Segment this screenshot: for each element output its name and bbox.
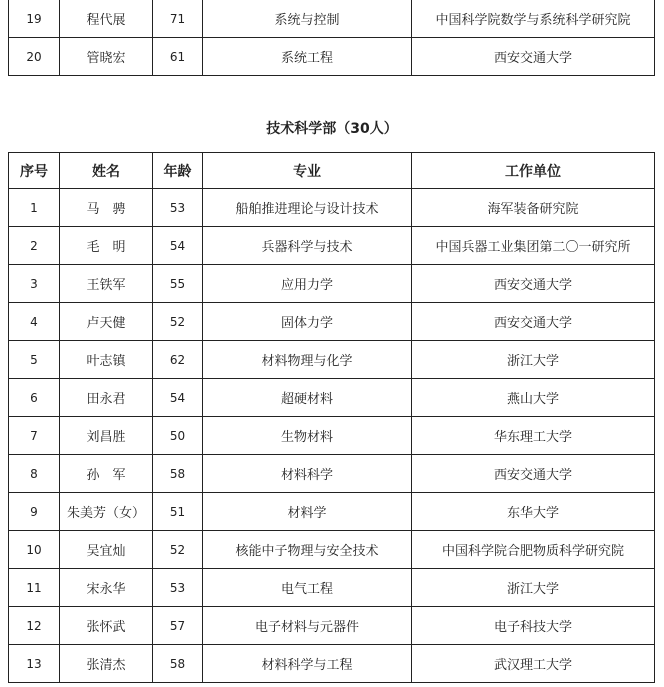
cell-major: 船舶推进理论与设计技术: [203, 189, 412, 227]
header-age: 年龄: [153, 153, 203, 189]
cell-major: 固体力学: [203, 303, 412, 341]
member-table-body: [9, 189, 655, 683]
table-row: [9, 265, 655, 303]
table-row: [9, 0, 655, 38]
cell-major: 材料科学与工程: [203, 645, 412, 683]
cell-unit: 东华大学: [412, 493, 655, 531]
cell-age: 54: [153, 227, 203, 265]
cell-unit: 武汉理工大学: [412, 645, 655, 683]
cell-name: 宋永华: [60, 569, 153, 607]
member-table: [8, 152, 655, 683]
cell-seq: 2: [9, 227, 60, 265]
cell-name: 卢天健: [60, 303, 153, 341]
cell-unit: 西安交通大学: [412, 265, 655, 303]
cell-seq: 10: [9, 531, 60, 569]
cell-seq: 7: [9, 417, 60, 455]
table-row: [9, 455, 655, 493]
cell-unit: 西安交通大学: [412, 455, 655, 493]
cell-seq: 6: [9, 379, 60, 417]
cell-age: 58: [153, 455, 203, 493]
header-name: 姓名: [60, 153, 153, 189]
table-row: [9, 227, 655, 265]
cell-major: 核能中子物理与安全技术: [203, 531, 412, 569]
cell-age: 58: [153, 645, 203, 683]
cell-unit: 中国科学院合肥物质科学研究院: [412, 531, 655, 569]
header-unit: 工作单位: [412, 153, 655, 189]
cell-seq: 3: [9, 265, 60, 303]
cell-major: 系统与控制: [203, 0, 412, 38]
cell-age: 53: [153, 189, 203, 227]
cell-name: 孙 军: [60, 455, 153, 493]
table-row: [9, 531, 655, 569]
cell-name: 张清杰: [60, 645, 153, 683]
table-row: [9, 645, 655, 683]
cell-age: 52: [153, 303, 203, 341]
cell-major: 电子材料与元器件: [203, 607, 412, 645]
cell-age: 54: [153, 379, 203, 417]
cell-age: 52: [153, 531, 203, 569]
table-row: [9, 569, 655, 607]
cell-age: 62: [153, 341, 203, 379]
cell-name: 田永君: [60, 379, 153, 417]
cell-seq: 1: [9, 189, 60, 227]
table-row: [9, 38, 655, 76]
cell-major: 超硬材料: [203, 379, 412, 417]
cell-major: 材料科学: [203, 455, 412, 493]
cell-name: 张怀武: [60, 607, 153, 645]
table-row: [9, 303, 655, 341]
cell-unit: 电子科技大学: [412, 607, 655, 645]
cell-age: 55: [153, 265, 203, 303]
cell-name: 王铁军: [60, 265, 153, 303]
cell-name: 刘昌胜: [60, 417, 153, 455]
cell-name: 毛 明: [60, 227, 153, 265]
cell-major: 兵器科学与技术: [203, 227, 412, 265]
cell-name: 程代展: [60, 0, 153, 38]
cell-unit: 浙江大学: [412, 341, 655, 379]
cell-unit: 中国科学院数学与系统科学研究院: [412, 0, 655, 38]
header-major: 专业: [203, 153, 412, 189]
cell-name: 吴宜灿: [60, 531, 153, 569]
cell-age: 51: [153, 493, 203, 531]
cell-age: 53: [153, 569, 203, 607]
cell-seq: 12: [9, 607, 60, 645]
cell-age: 57: [153, 607, 203, 645]
table-header-row: [9, 153, 655, 189]
cell-name: 叶志镇: [60, 341, 153, 379]
cell-unit: 西安交通大学: [412, 303, 655, 341]
cell-unit: 浙江大学: [412, 569, 655, 607]
header-seq: 序号: [9, 153, 60, 189]
cell-unit: 中国兵器工业集团第二〇一研究所: [412, 227, 655, 265]
cell-seq: 13: [9, 645, 60, 683]
cell-major: 系统工程: [203, 38, 412, 76]
cell-unit: 华东理工大学: [412, 417, 655, 455]
table-row: [9, 417, 655, 455]
cell-name: 管晓宏: [60, 38, 153, 76]
cell-major: 材料学: [203, 493, 412, 531]
cell-name: 朱美芳（女）: [60, 493, 153, 531]
cell-seq: 4: [9, 303, 60, 341]
cell-major: 电气工程: [203, 569, 412, 607]
cell-major: 生物材料: [203, 417, 412, 455]
section-title: 技术科学部（30人）: [266, 121, 398, 137]
cell-age: 50: [153, 417, 203, 455]
cell-unit: 西安交通大学: [412, 38, 655, 76]
table-row: [9, 341, 655, 379]
cell-major: 应用力学: [203, 265, 412, 303]
cell-seq: 5: [9, 341, 60, 379]
cell-seq: 8: [9, 455, 60, 493]
cell-major: 材料物理与化学: [203, 341, 412, 379]
cell-unit: 海军装备研究院: [412, 189, 655, 227]
table-row: [9, 607, 655, 645]
table-row: [9, 379, 655, 417]
cell-age: 61: [153, 38, 203, 76]
cell-seq: 19: [9, 0, 60, 38]
table-row: [9, 189, 655, 227]
cell-age: 71: [153, 0, 203, 38]
cell-name: 马 骋: [60, 189, 153, 227]
cell-seq: 20: [9, 38, 60, 76]
table-row: [9, 493, 655, 531]
cell-seq: 9: [9, 493, 60, 531]
previous-section-table: [8, 0, 655, 76]
cell-unit: 燕山大学: [412, 379, 655, 417]
cell-seq: 11: [9, 569, 60, 607]
previous-section-body: [9, 0, 655, 76]
